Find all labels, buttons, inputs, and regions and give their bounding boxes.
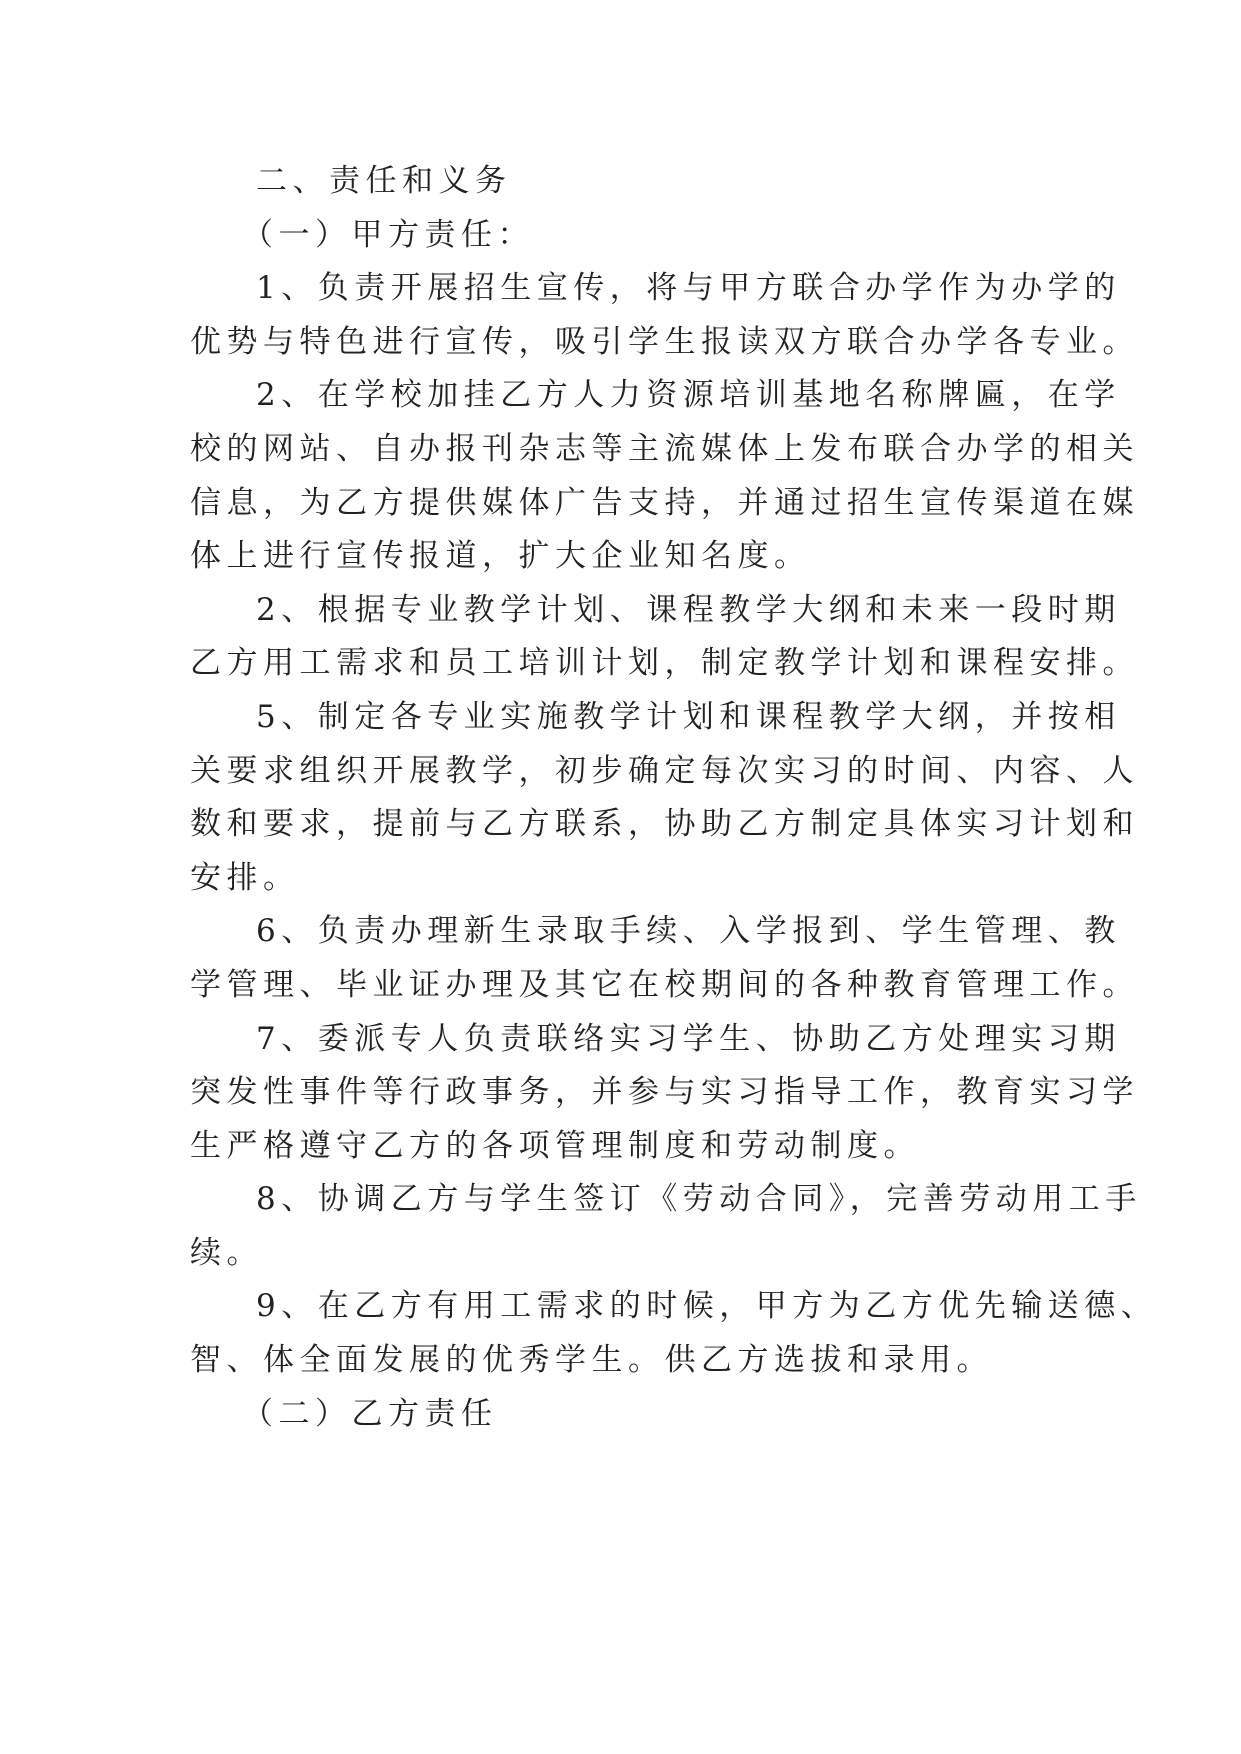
paragraph-line: 2、在学校加挂乙方人力资源培训基地名称牌匾，在学 [256,377,1121,414]
section-heading: 二、责任和义务 [256,163,512,199]
paragraph-line: 7、委派专人负责联络实习学生、协助乙方处理实习期 [256,1020,1121,1057]
paragraph-8 [190,1280,1158,1387]
document-body [190,155,1158,1441]
paragraph-line: 数和要求，提前与乙方联系，协助乙方制定具体实习计划和 [190,806,1139,843]
paragraph-line: 乙方用工需求和员工培训计划，制定教学计划和课程安排。 [190,645,1139,682]
paragraph-line: 信息，为乙方提供媒体广告支持，并通过招生宣传渠道在媒 [190,484,1139,521]
paragraph-5 [190,905,1139,1012]
paragraph-line: 9、在乙方有用工需求的时候，甲方为乙方优先输送德、 [256,1288,1158,1325]
paragraph-line: 安排。 [190,859,300,896]
subsection-heading-party-b: （二）乙方责任 [242,1395,498,1432]
paragraph-line: 智、体全面发展的优秀学生。供乙方选拔和录用。 [190,1342,993,1379]
subsection-heading-party-a: （一）甲方责任： [242,216,534,253]
paragraph-4 [190,691,1139,905]
paragraph-line: 优势与特色进行宣传，吸引学生报读双方联合办学各专业。 [190,323,1139,360]
paragraph-line: 生严格遵守乙方的各项管理制度和劳动制度。 [190,1127,920,1164]
paragraph-1 [190,262,1139,369]
paragraph-line: 校的网站、自办报刊杂志等主流媒体上发布联合办学的相关 [190,430,1139,467]
paragraph-line: 续。 [190,1234,263,1271]
paragraph-line: 2、根据专业教学计划、课程教学大纲和未来一段时期 [256,591,1121,628]
paragraph-3 [190,584,1139,691]
paragraph-line: 体上进行宣传报道，扩大企业知名度。 [190,538,811,575]
paragraph-line: 1、负责开展招生宣传，将与甲方联合办学作为办学的 [256,270,1121,307]
paragraph-line: 6、负责办理新生录取手续、入学报到、学生管理、教 [256,913,1121,950]
paragraph-6 [190,1013,1139,1174]
paragraph-7 [190,1173,1142,1280]
paragraph-line: 突发性事件等行政事务，并参与实习指导工作，教育实习学 [190,1074,1139,1111]
paragraph-line: 学管理、毕业证办理及其它在校期间的各种教育管理工作。 [190,966,1139,1003]
paragraph-line: 5、制定各专业实施教学计划和课程教学大纲，并按相 [256,698,1121,735]
paragraph-2 [190,369,1139,583]
paragraph-line: 关要求组织开展教学，初步确定每次实习的时间、内容、人 [190,752,1139,789]
paragraph-line: 8、协调乙方与学生签订《劳动合同》，完善劳动用工手 [256,1181,1142,1218]
